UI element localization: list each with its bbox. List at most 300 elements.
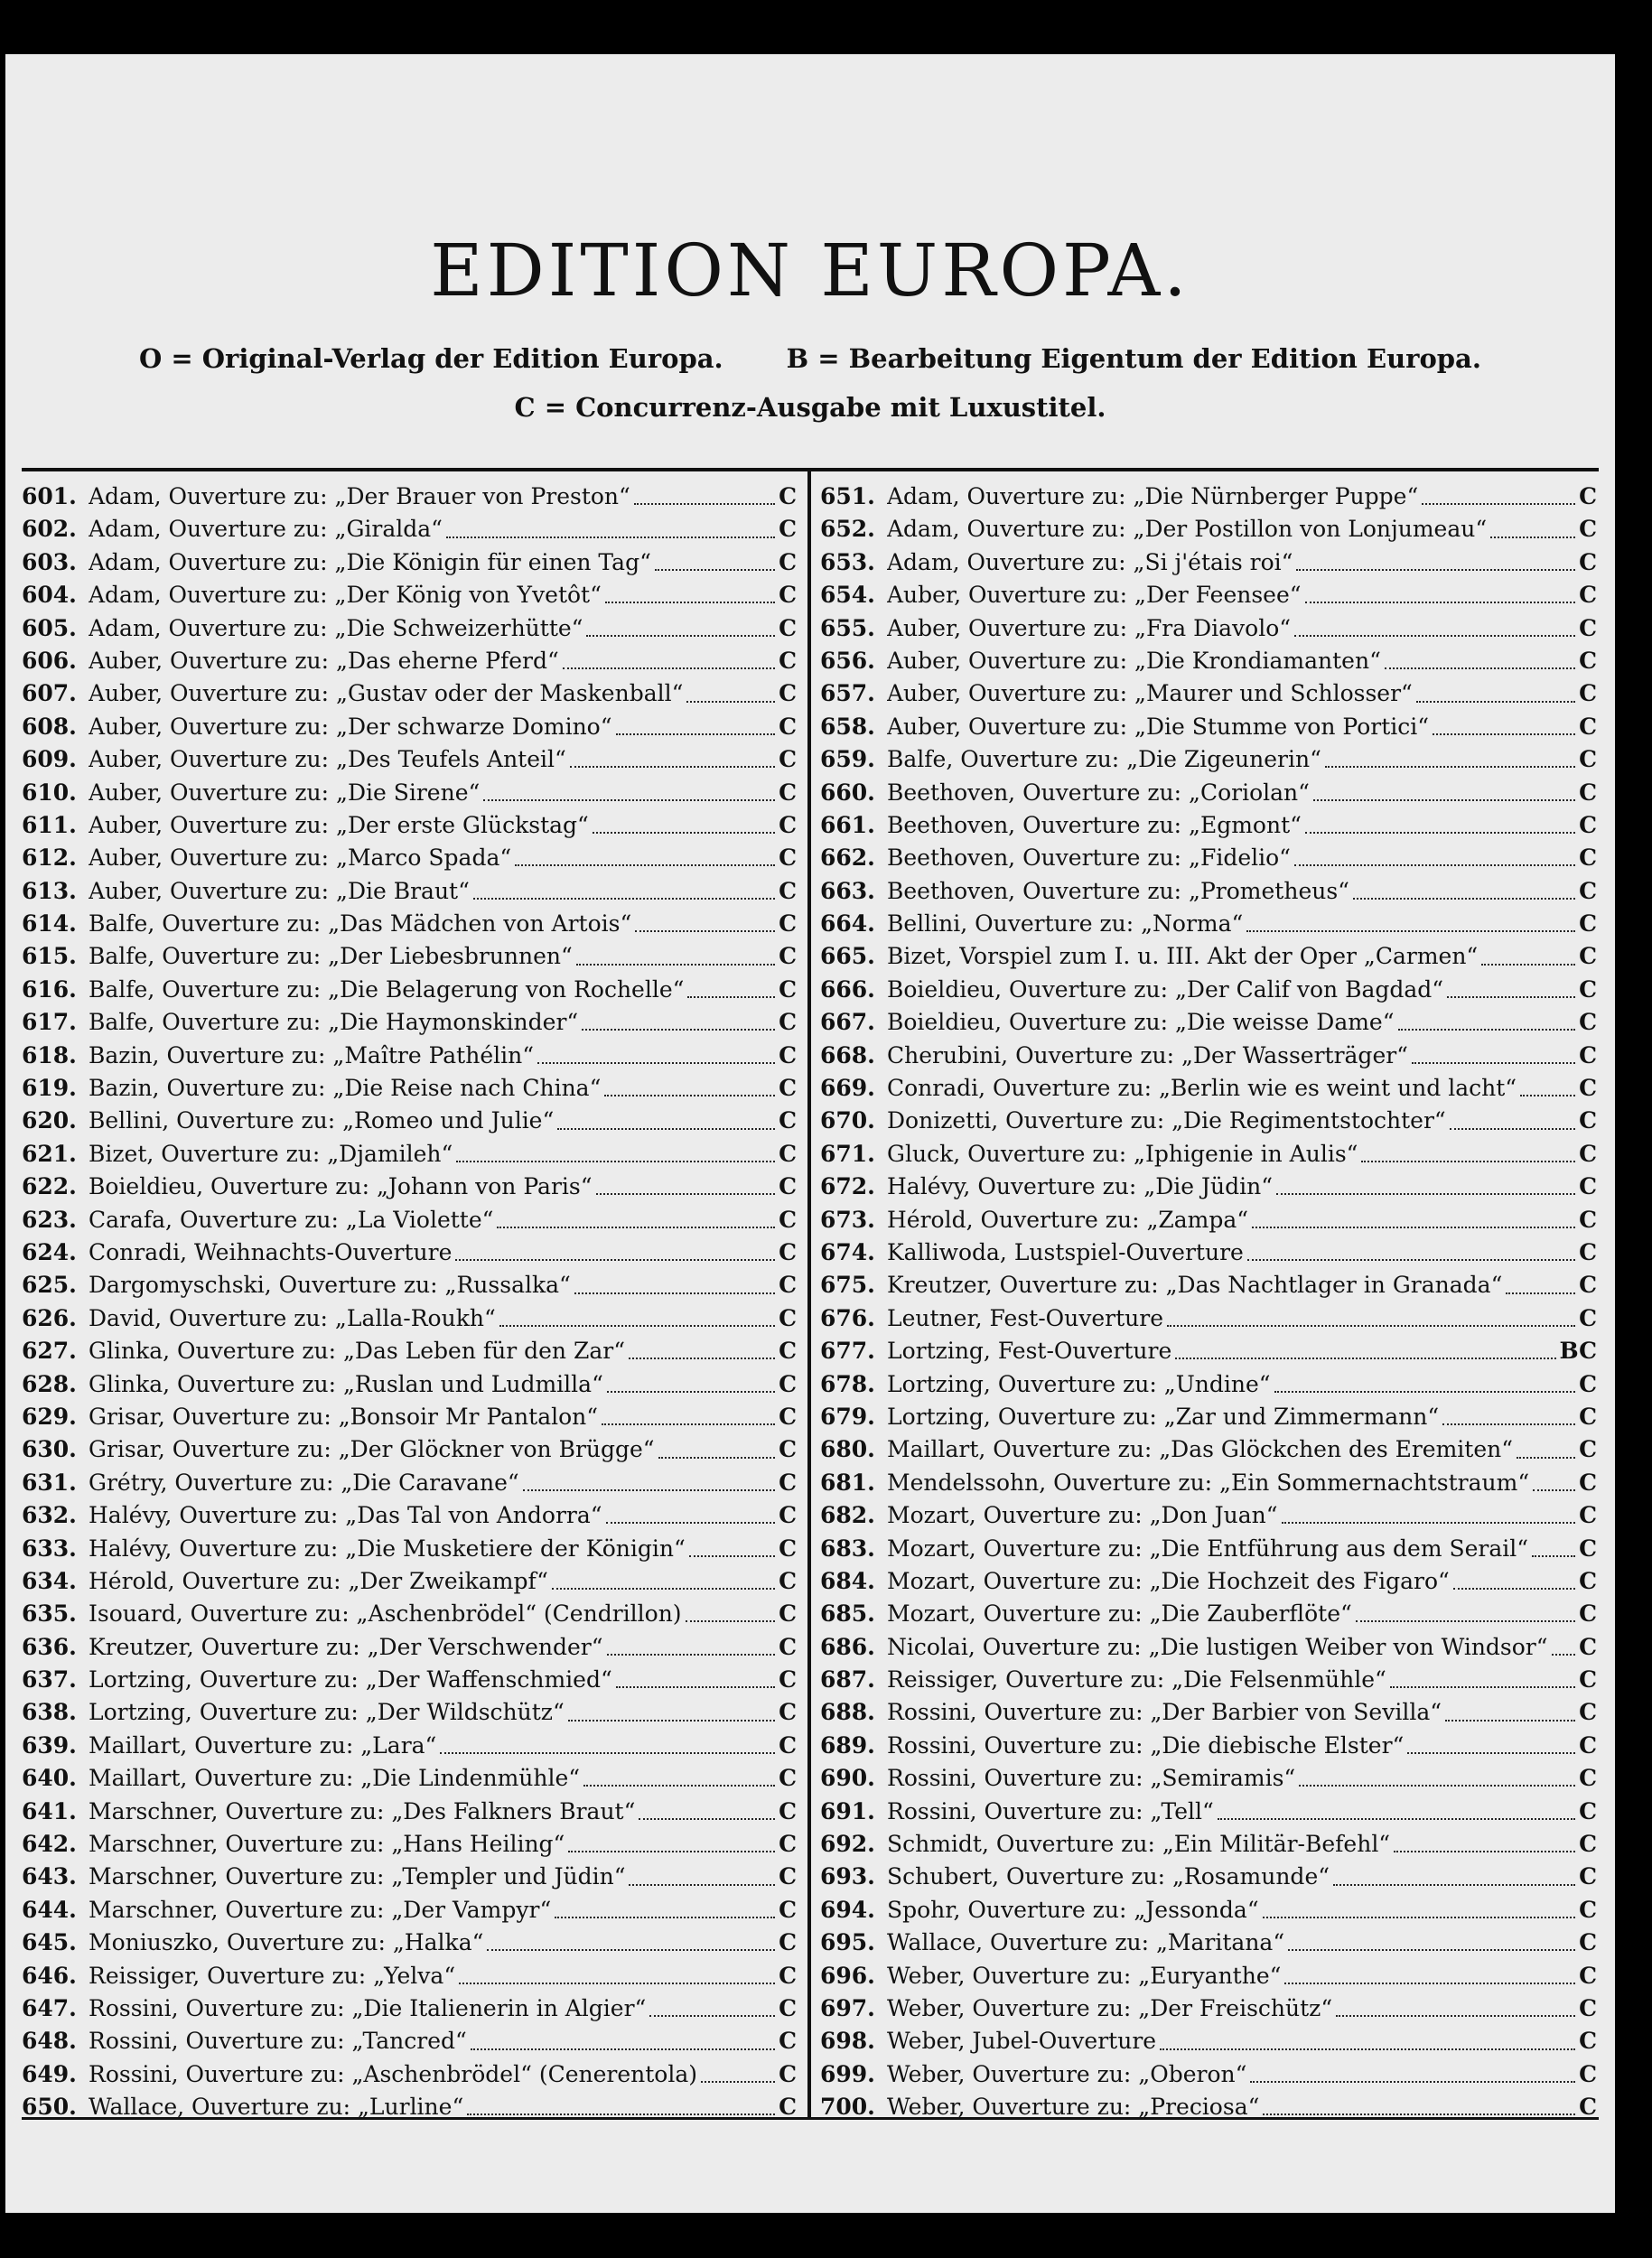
entry-title: Rossini, Ouverture zu: „Die diebische Elster“ (887, 1731, 1405, 1759)
catalog-entry (22, 1269, 797, 1302)
entry-title: Cherubini, Ouverture zu: „Der Wasserträger“ (887, 1041, 1408, 1068)
edition-mark: C (779, 910, 797, 938)
entry-title: Auber, Ouverture zu: „Der schwarze Domino“ (89, 713, 612, 740)
catalog-entry (820, 1236, 1597, 1269)
catalog-entry (820, 1730, 1597, 1762)
entry-title: Mozart, Ouverture zu: „Die Hochzeit des Figaro“ (887, 1567, 1450, 1594)
edition-mark: C (1579, 680, 1597, 707)
dot-leader (593, 832, 775, 834)
entry-number: 612. (22, 844, 77, 872)
edition-mark: C (779, 877, 797, 904)
catalog-entry (820, 1960, 1597, 1992)
edition-mark: C (1579, 614, 1597, 641)
entry-number: 680. (820, 1436, 875, 1463)
dot-leader (557, 1128, 775, 1130)
entry-title: Schmidt, Ouverture zu: „Ein Militär-Befehl“ (887, 1831, 1391, 1858)
dot-leader (1353, 898, 1575, 900)
entry-title: Marschner, Ouverture zu: „Templer und Jüdin“ (89, 1863, 626, 1890)
entry-title: Beethoven, Ouverture zu: „Prometheus“ (887, 877, 1349, 904)
entry-number: 642. (22, 1831, 77, 1858)
catalog-entry (820, 777, 1597, 809)
entry-title: Donizetti, Ouverture zu: „Die Regimentstochter“ (887, 1107, 1446, 1134)
entry-number: 673. (820, 1206, 875, 1233)
edition-mark: C (779, 1403, 797, 1430)
entry-title: Wallace, Ouverture zu: „Maritana“ (887, 1929, 1285, 1956)
entry-number: 620. (22, 1107, 77, 1134)
catalog-entry (820, 1762, 1597, 1795)
dot-leader (1263, 2113, 1575, 2115)
entry-number: 630. (22, 1436, 77, 1463)
entry-number: 633. (22, 1535, 77, 1562)
edition-mark: C (779, 1206, 797, 1233)
edition-mark: C (1579, 811, 1597, 838)
dot-leader (440, 1752, 775, 1754)
catalog-entry (22, 1861, 797, 1893)
entry-title: Rossini, Ouverture zu: „Tancred“ (89, 2028, 467, 2055)
entry-title: Adam, Ouverture zu: „Der Postillon von Lonjumeau“ (887, 516, 1488, 543)
entry-number: 626. (22, 1304, 77, 1331)
entry-number: 668. (820, 1041, 875, 1068)
catalog-entry (820, 481, 1597, 513)
entry-title: Balfe, Ouverture zu: „Das Mädchen von Artois“ (89, 910, 632, 938)
catalog-entry (22, 1006, 797, 1039)
entry-title: Lortzing, Ouverture zu: „Undine“ (887, 1370, 1271, 1397)
catalog-entry (820, 1302, 1597, 1335)
entry-title: Hérold, Ouverture zu: „Der Zweikampf“ (89, 1567, 548, 1594)
entry-title: Conradi, Ouverture zu: „Berlin wie es weint und lacht“ (887, 1075, 1517, 1102)
edition-mark: C (779, 1502, 797, 1529)
edition-mark: C (1579, 1304, 1597, 1331)
dot-leader (1296, 569, 1575, 571)
entry-title: Mozart, Ouverture zu: „Die Zauberflöte“ (887, 1600, 1352, 1628)
dot-leader (1447, 996, 1575, 998)
entry-title: Lortzing, Ouverture zu: „Zar und Zimmermann“ (887, 1403, 1440, 1430)
dot-leader (616, 1686, 775, 1688)
entry-number: 637. (22, 1666, 77, 1694)
legend-concurrenz: C = Concurrenz-Ausgabe mit Luxustitel. (514, 392, 1106, 423)
entry-title: Halévy, Ouverture zu: „Das Tal von Andorra“ (89, 1502, 602, 1529)
catalog-entry (820, 2025, 1597, 2057)
catalog-entry (22, 2025, 797, 2057)
dot-leader (1398, 1029, 1576, 1031)
catalog-entry (820, 908, 1597, 940)
edition-mark: C (779, 1272, 797, 1299)
entry-title: Adam, Ouverture zu: „Die Schweizerhütte“ (89, 614, 583, 641)
edition-mark: C (1579, 1238, 1597, 1265)
legend-bearbeitung: B = Bearbeitung Eigentum der Edition Europa. (786, 343, 1481, 374)
entry-title: Kreutzer, Ouverture zu: „Der Verschwender“ (89, 1633, 603, 1660)
entry-number: 622. (22, 1173, 77, 1200)
catalog-entry (22, 777, 797, 809)
edition-mark: C (1579, 1436, 1597, 1463)
edition-mark: C (779, 614, 797, 641)
dot-leader (1422, 503, 1575, 505)
edition-mark: C (779, 2028, 797, 2055)
entry-title: Mozart, Ouverture zu: „Don Juan“ (887, 1502, 1278, 1529)
dot-leader (582, 1029, 775, 1031)
entry-title: Maillart, Ouverture zu: „Lara“ (89, 1731, 437, 1759)
entry-number: 689. (820, 1731, 875, 1759)
entry-title: Isouard, Ouverture zu: „Aschenbrödel“ (Cendrillon) (89, 1600, 682, 1628)
entry-number: 615. (22, 943, 77, 970)
entry-number: 606. (22, 647, 77, 674)
entry-number: 660. (820, 779, 875, 806)
edition-mark: C (1579, 1863, 1597, 1890)
entry-title: Auber, Ouverture zu: „Marco Spada“ (89, 844, 512, 872)
entry-title: Lortzing, Fest-Ouverture (887, 1338, 1172, 1365)
page-title: EDITION EUROPA. (430, 229, 1190, 313)
dot-leader (1263, 1917, 1575, 1918)
catalog-entry (22, 1927, 797, 1959)
catalog-entry (820, 743, 1597, 776)
entry-title: Rossini, Ouverture zu: „Die Italienerin in Algier“ (89, 1994, 647, 2021)
edition-mark: C (779, 1173, 797, 1200)
edition-mark: C (779, 713, 797, 740)
entry-number: 621. (22, 1140, 77, 1167)
entry-title: Bellini, Ouverture zu: „Romeo und Julie“ (89, 1107, 555, 1134)
entry-title: Rossini, Ouverture zu: „Semiramis“ (887, 1765, 1296, 1792)
edition-mark: C (1579, 1009, 1597, 1036)
entry-title: Adam, Ouverture zu: „Die Königin für einen Tag“ (89, 548, 651, 575)
edition-mark: C (1579, 1075, 1597, 1102)
catalog-entry (820, 1598, 1597, 1630)
edition-mark: C (779, 680, 797, 707)
edition-mark: C (779, 746, 797, 773)
column-divider (807, 471, 811, 2117)
catalog-entry (820, 2091, 1597, 2123)
edition-mark: C (779, 975, 797, 1003)
edition-mark: C (1579, 516, 1597, 543)
entry-title: Beethoven, Ouverture zu: „Fidelio“ (887, 844, 1291, 872)
entry-title: Glinka, Ouverture zu: „Das Leben für den Zar“ (89, 1338, 625, 1365)
entry-number: 661. (820, 811, 875, 838)
edition-mark: C (1579, 1797, 1597, 1824)
entry-number: 663. (820, 877, 875, 904)
catalog-entry (820, 645, 1597, 677)
catalog-column-right (820, 481, 1597, 2124)
entry-number: 699. (820, 2060, 875, 2087)
entry-number: 650. (22, 2094, 77, 2121)
dot-leader (568, 1720, 775, 1721)
entry-number: 640. (22, 1765, 77, 1792)
dot-leader (1288, 1949, 1575, 1951)
edition-mark: C (779, 1994, 797, 2021)
catalog-entry (820, 1368, 1597, 1401)
dot-leader (1490, 537, 1575, 538)
catalog-entry (820, 1696, 1597, 1729)
entry-title: Rossini, Ouverture zu: „Tell“ (887, 1797, 1214, 1824)
edition-mark: C (1579, 1994, 1597, 2021)
dot-leader (605, 602, 775, 603)
dot-leader (1453, 1588, 1575, 1590)
catalog-entry (22, 1565, 797, 1598)
entry-title: Weber, Ouverture zu: „Preciosa“ (887, 2094, 1260, 2121)
entry-title: Spohr, Ouverture zu: „Jessonda“ (887, 1896, 1259, 1923)
dot-leader (1394, 1851, 1575, 1852)
entry-number: 607. (22, 680, 77, 707)
entry-number: 653. (820, 548, 875, 575)
edition-mark: C (1579, 943, 1597, 970)
entry-number: 614. (22, 910, 77, 938)
edition-mark: C (779, 1831, 797, 1858)
catalog-entry (22, 1828, 797, 1861)
entry-number: 698. (820, 2028, 875, 2055)
dot-leader (701, 2081, 775, 2083)
catalog-entry (22, 842, 797, 874)
entry-title: Conradi, Weihnachts-Ouverture (89, 1238, 453, 1265)
catalog-entry (820, 1204, 1597, 1236)
entry-title: Auber, Ouverture zu: „Die Stumme von Portici“ (887, 713, 1430, 740)
dot-leader (1294, 864, 1575, 866)
entry-title: Boieldieu, Ouverture zu: „Der Calif von Bagdad“ (887, 975, 1444, 1003)
edition-mark: C (779, 1797, 797, 1824)
entry-number: 646. (22, 1962, 77, 1989)
catalog-entry (22, 645, 797, 677)
catalog-entry (22, 1894, 797, 1927)
catalog-entry (22, 612, 797, 645)
dot-leader (1247, 1259, 1575, 1261)
dot-leader (689, 1555, 775, 1557)
dot-leader (570, 766, 775, 768)
entry-number: 676. (820, 1304, 875, 1331)
dot-leader (602, 1423, 775, 1425)
catalog-entry (820, 974, 1597, 1006)
entry-title: Gluck, Ouverture zu: „Iphigenie in Aulis“ (887, 1140, 1358, 1167)
entry-number: 658. (820, 713, 875, 740)
entry-title: Adam, Ouverture zu: „Giralda“ (89, 516, 443, 543)
dot-leader (1246, 930, 1575, 932)
dot-leader (1299, 1785, 1575, 1787)
catalog-entry (22, 1433, 797, 1466)
entry-number: 685. (820, 1600, 875, 1628)
dot-leader (483, 799, 775, 801)
entry-number: 695. (820, 1929, 875, 1956)
edition-mark: C (779, 1929, 797, 1956)
catalog-entry (22, 1960, 797, 1992)
edition-mark: C (779, 1633, 797, 1660)
edition-mark: C (1579, 779, 1597, 806)
edition-mark: C (779, 1731, 797, 1759)
entry-number: 692. (820, 1831, 875, 1858)
catalog-entry (22, 481, 797, 513)
entry-title: Auber, Ouverture zu: „Maurer und Schlosser“ (887, 680, 1413, 707)
edition-mark: C (1579, 548, 1597, 575)
entry-number: 667. (820, 1009, 875, 1036)
entry-title: Adam, Ouverture zu: „Si j'étais roi“ (887, 548, 1293, 575)
dot-leader (1520, 1095, 1575, 1096)
dot-leader (1532, 1555, 1575, 1557)
entry-number: 659. (820, 746, 875, 773)
edition-mark: C (1579, 582, 1597, 609)
entry-number: 671. (820, 1140, 875, 1167)
entry-title: David, Ouverture zu: „Lalla-Roukh“ (89, 1304, 496, 1331)
entry-number: 634. (22, 1567, 77, 1594)
dot-leader (1276, 1193, 1575, 1195)
edition-mark: C (1579, 1600, 1597, 1628)
entry-number: 647. (22, 1994, 77, 2021)
catalog-entry (820, 1992, 1597, 2025)
edition-mark: C (1579, 1929, 1597, 1956)
dot-leader (1506, 1292, 1575, 1294)
entry-title: Bizet, Vorspiel zum I. u. III. Akt der Oper „Carmen“ (887, 943, 1479, 970)
edition-mark: C (1579, 1502, 1597, 1529)
entry-title: Dargomyschski, Ouverture zu: „Russalka“ (89, 1272, 571, 1299)
edition-mark: C (779, 811, 797, 838)
dot-leader (607, 1654, 776, 1656)
entry-number: 648. (22, 2028, 77, 2055)
dot-leader (1517, 1457, 1575, 1459)
entry-title: Bazin, Ouverture zu: „Maître Pathélin“ (89, 1041, 534, 1068)
entry-number: 616. (22, 975, 77, 1003)
entry-number: 605. (22, 614, 77, 641)
catalog-entry (22, 2091, 797, 2123)
entry-number: 674. (820, 1238, 875, 1265)
edition-mark: C (1579, 483, 1597, 509)
edition-mark: C (779, 2094, 797, 2121)
dot-leader (1282, 1522, 1576, 1524)
entry-title: Nicolai, Ouverture zu: „Die lustigen Weiber von Windsor“ (887, 1633, 1548, 1660)
edition-mark: C (779, 1863, 797, 1890)
legend-line-1 (5, 343, 1615, 374)
catalog-entry (22, 1072, 797, 1105)
entry-number: 687. (820, 1666, 875, 1694)
edition-mark: C (779, 548, 797, 575)
entry-number: 638. (22, 1699, 77, 1726)
catalog-entry (22, 1631, 797, 1664)
entry-title: Mozart, Ouverture zu: „Die Entführung aus dem Serail“ (887, 1535, 1529, 1562)
edition-mark: C (1579, 2094, 1597, 2121)
document-page (5, 54, 1615, 2213)
edition-mark: C (1579, 1041, 1597, 1068)
dot-leader (576, 964, 775, 966)
dot-leader (471, 2048, 775, 2050)
entry-title: Moniuszko, Ouverture zu: „Halka“ (89, 1929, 484, 1956)
entry-title: Boieldieu, Ouverture zu: „Die weisse Dame“ (887, 1009, 1395, 1036)
entry-number: 641. (22, 1797, 77, 1824)
dot-leader (596, 1193, 776, 1195)
edition-mark: C (779, 1436, 797, 1463)
catalog-entry (820, 711, 1597, 743)
catalog-entry (820, 1631, 1597, 1664)
entry-number: 623. (22, 1206, 77, 1233)
entry-number: 628. (22, 1370, 77, 1397)
dot-leader (1274, 1391, 1576, 1393)
entry-number: 688. (820, 1699, 875, 1726)
entry-title: Bellini, Ouverture zu: „Norma“ (887, 910, 1244, 938)
dot-leader (1305, 602, 1576, 603)
catalog-entry (22, 1236, 797, 1269)
catalog-entry (820, 1401, 1597, 1433)
edition-mark: C (1579, 1831, 1597, 1858)
entry-title: Lortzing, Ouverture zu: „Der Wildschütz“ (89, 1699, 565, 1726)
edition-mark: C (779, 1765, 797, 1792)
dot-leader (583, 1785, 775, 1787)
entry-number: 639. (22, 1731, 77, 1759)
entry-number: 684. (820, 1567, 875, 1594)
dot-leader (1433, 733, 1575, 735)
dot-leader (1313, 799, 1575, 801)
entry-title: Maillart, Ouverture zu: „Die Lindenmühle“ (89, 1765, 581, 1792)
entry-title: Balfe, Ouverture zu: „Der Liebesbrunnen“ (89, 943, 573, 970)
catalog-entry (820, 1171, 1597, 1203)
catalog-entry (820, 579, 1597, 611)
edition-mark: C (779, 1107, 797, 1134)
entry-number: 683. (820, 1535, 875, 1562)
catalog-entry (22, 875, 797, 908)
entry-number: 643. (22, 1863, 77, 1890)
entry-number: 609. (22, 746, 77, 773)
edition-mark: C (1579, 1272, 1597, 1299)
edition-mark: C (1579, 1535, 1597, 1562)
entry-title: Balfe, Ouverture zu: „Die Belagerung von Rochelle“ (89, 975, 685, 1003)
entry-number: 655. (820, 614, 875, 641)
edition-mark: C (1579, 1173, 1597, 1200)
catalog-entry (820, 1467, 1597, 1499)
catalog-column-left (22, 481, 797, 2124)
edition-mark: C (779, 1666, 797, 1694)
dot-leader (655, 569, 775, 571)
entry-number: 629. (22, 1403, 77, 1430)
entry-title: Auber, Ouverture zu: „Des Teufels Anteil“ (89, 746, 566, 773)
entry-number: 666. (820, 975, 875, 1003)
catalog-entry (820, 1269, 1597, 1302)
dot-leader (1442, 1423, 1575, 1425)
dot-leader (1305, 832, 1575, 834)
catalog-entry (22, 1138, 797, 1171)
entry-number: 652. (820, 516, 875, 543)
dot-leader (1218, 1818, 1575, 1820)
catalog-entry (820, 1533, 1597, 1565)
legend-line-2 (5, 392, 1615, 423)
entry-number: 682. (820, 1502, 875, 1529)
entry-title: Marschner, Ouverture zu: „Hans Heiling“ (89, 1831, 565, 1858)
dot-leader (1252, 1227, 1575, 1228)
catalog-entry (22, 743, 797, 776)
entry-title: Halévy, Ouverture zu: „Die Jüdin“ (887, 1173, 1274, 1200)
legend-original: O = Original-Verlag der Edition Europa. (139, 343, 723, 374)
entry-number: 601. (22, 483, 77, 509)
dot-leader (1390, 1686, 1575, 1688)
dot-leader (1356, 1620, 1575, 1622)
dot-leader (1294, 635, 1575, 637)
edition-mark: C (1579, 1765, 1597, 1792)
entry-number: 670. (820, 1107, 875, 1134)
edition-mark: C (779, 1567, 797, 1594)
dot-leader (487, 1949, 775, 1951)
edition-mark: C (779, 647, 797, 674)
entry-number: 696. (820, 1962, 875, 1989)
catalog-entry (22, 677, 797, 710)
edition-mark: C (1579, 2060, 1597, 2087)
catalog-entry (820, 1828, 1597, 1861)
catalog-entry (22, 513, 797, 546)
edition-mark: C (779, 582, 797, 609)
edition-mark: C (1579, 1962, 1597, 1989)
dot-leader (629, 1884, 775, 1886)
entry-title: Lortzing, Ouverture zu: „Der Waffenschmied“ (89, 1666, 612, 1694)
entry-number: 632. (22, 1502, 77, 1529)
entry-title: Adam, Ouverture zu: „Der Brauer von Preston“ (89, 483, 630, 509)
edition-mark: C (1579, 1206, 1597, 1233)
entry-number: 649. (22, 2060, 77, 2087)
catalog-entry (22, 1302, 797, 1335)
entry-number: 656. (820, 647, 875, 674)
entry-title: Boieldieu, Ouverture zu: „Johann von Paris“ (89, 1173, 593, 1200)
entry-number: 645. (22, 1929, 77, 1956)
edition-mark: C (779, 1041, 797, 1068)
catalog-entry (820, 546, 1597, 579)
entry-title: Beethoven, Ouverture zu: „Coriolan“ (887, 779, 1310, 806)
